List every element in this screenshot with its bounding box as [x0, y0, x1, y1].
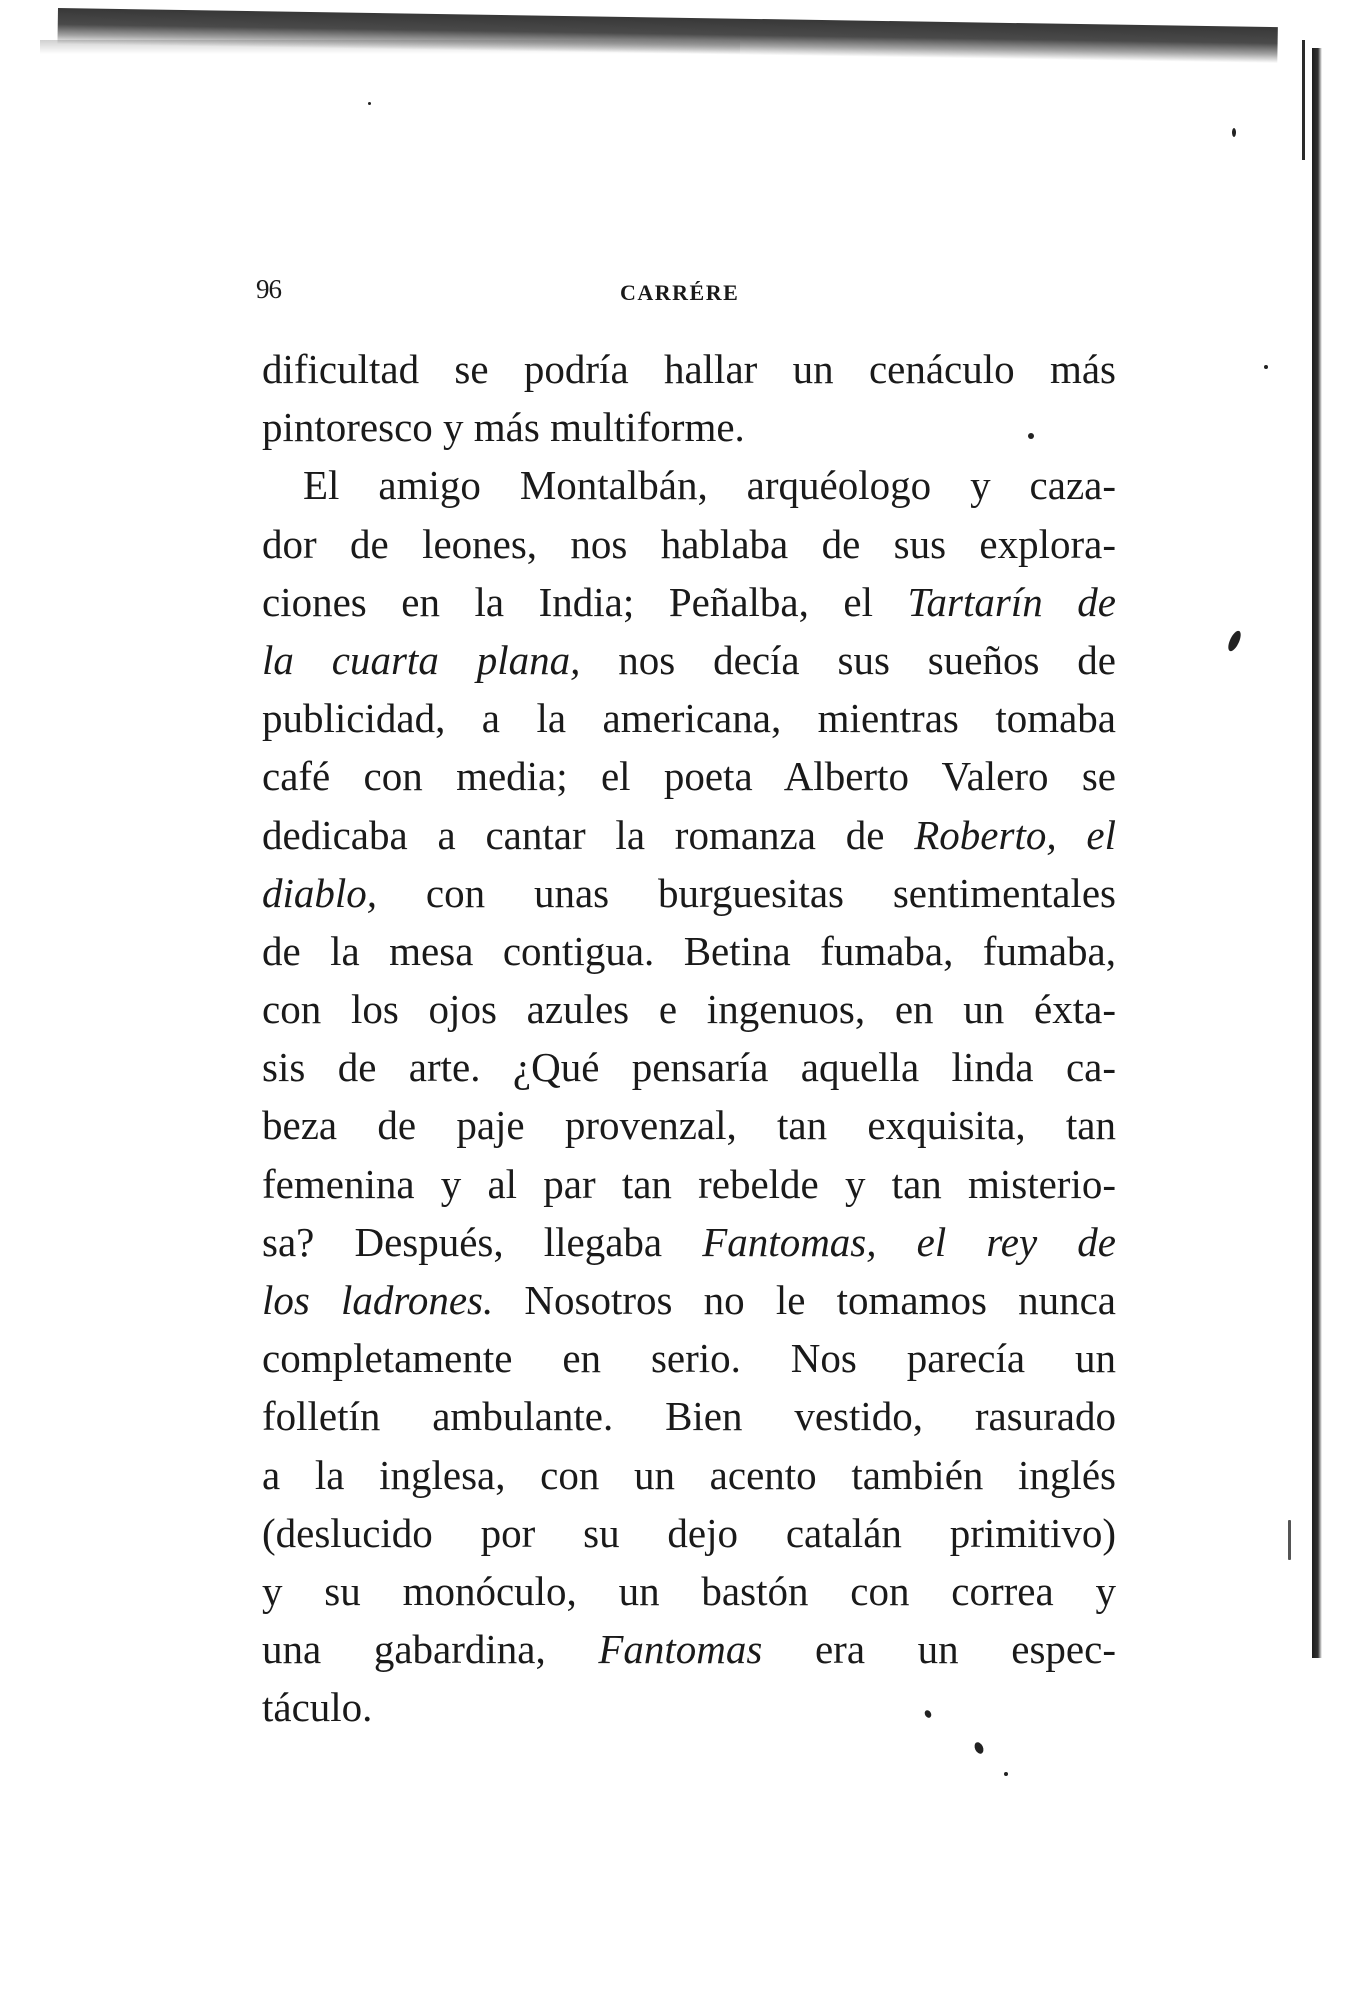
italic-text-segment: Fantomas — [598, 1626, 763, 1673]
dust-speck — [973, 1741, 985, 1755]
text-line — [262, 456, 1116, 514]
dust-speck — [1232, 128, 1236, 137]
text-segment: femenina y al par tan rebelde y tan misterio- — [262, 1160, 1116, 1207]
text-line — [262, 689, 1116, 747]
text-line — [262, 573, 1116, 631]
text-segment: café con media; el poeta Alberto Valero se — [262, 753, 1116, 800]
text-line — [262, 1446, 1116, 1504]
running-head — [256, 270, 1116, 310]
text-line — [262, 922, 1116, 980]
italic-text-segment: los ladrones. — [262, 1277, 494, 1323]
italic-text-segment: diablo, — [262, 869, 378, 916]
text-segment: con los ojos azules e ingenuos, en un éxta- — [262, 986, 1116, 1033]
text-segment: dor de leones, nos hablaba de sus explora- — [262, 520, 1116, 567]
italic-text-segment: Fantomas, el rey de — [702, 1218, 1116, 1265]
italic-text-segment: Roberto, el — [914, 811, 1116, 858]
text-line — [262, 747, 1116, 805]
text-line — [262, 631, 1116, 689]
text-line — [262, 398, 1116, 456]
text-segment: publicidad, a la americana, mientras tomaba — [262, 695, 1116, 742]
dust-speck — [1264, 365, 1268, 369]
text-line — [262, 1038, 1116, 1096]
dust-speck — [1226, 629, 1243, 653]
text-segment: una gabardina, — [262, 1626, 599, 1673]
dust-speck — [368, 102, 371, 105]
text-line — [262, 1620, 1116, 1678]
text-segment: Nosotros no le tomamos nunca — [493, 1277, 1116, 1323]
text-line — [262, 1155, 1116, 1213]
text-segment: beza de paje provenzal, tan exquisita, tan — [262, 1102, 1116, 1149]
text-segment: a la inglesa, con un acento también inglés — [262, 1451, 1116, 1498]
text-segment: folletín ambulante. Bien vestido, rasurado — [262, 1393, 1116, 1440]
text-line — [262, 1096, 1116, 1154]
text-line — [262, 980, 1116, 1038]
text-line — [262, 806, 1116, 864]
text-segment: completamente en serio. Nos parecía un — [262, 1335, 1116, 1382]
text-segment: (deslucido por su dejo catalán primitivo) — [262, 1509, 1116, 1556]
text-segment: pintoresco y más multiforme. — [262, 404, 745, 451]
text-line — [262, 1213, 1116, 1271]
running-head-title: CARRÉRE — [620, 280, 740, 305]
text-line — [262, 340, 1116, 398]
text-segment: sa? Después, llegaba — [262, 1218, 703, 1265]
text-line — [262, 1504, 1116, 1562]
page-number: 96 — [256, 274, 281, 304]
text-line — [262, 864, 1116, 922]
text-line — [262, 1329, 1116, 1387]
italic-text-segment: Tartarín de — [907, 578, 1116, 625]
text-segment: nos decía sus sueños de — [580, 636, 1116, 683]
italic-text-segment: la cuarta plana, — [262, 636, 581, 683]
text-line — [262, 1271, 1116, 1329]
text-segment: sis de arte. ¿Qué pensaría aquella linda ca- — [262, 1044, 1116, 1091]
scan-border-top — [57, 8, 1277, 63]
text-segment: dedicaba a cantar la romanza de — [262, 811, 915, 858]
text-segment: táculo. — [262, 1684, 373, 1731]
body-text — [262, 340, 1116, 1737]
scan-border-right — [1312, 48, 1322, 1658]
text-segment: El amigo Montalbán, arquéologo y caza- — [303, 462, 1116, 509]
text-segment: de la mesa contigua. Betina fumaba, fumaba, — [262, 927, 1116, 974]
text-segment: y su monóculo, un bastón con correa y — [262, 1567, 1116, 1614]
text-line — [262, 1678, 1116, 1736]
dust-speck — [1288, 1520, 1291, 1560]
dust-speck — [1004, 1772, 1008, 1776]
text-line — [262, 515, 1116, 573]
text-segment: dificultad se podría hallar un cenáculo más — [262, 346, 1116, 392]
text-line — [262, 1387, 1116, 1445]
text-segment: era un espec- — [762, 1626, 1116, 1673]
scan-shadow-top — [40, 40, 740, 54]
scan-border-right-thin — [1302, 40, 1305, 160]
text-line — [262, 1562, 1116, 1620]
text-segment: con unas burguesitas sentimentales — [377, 869, 1116, 916]
text-segment: ciones en la India; Peñalba, el — [262, 578, 908, 625]
